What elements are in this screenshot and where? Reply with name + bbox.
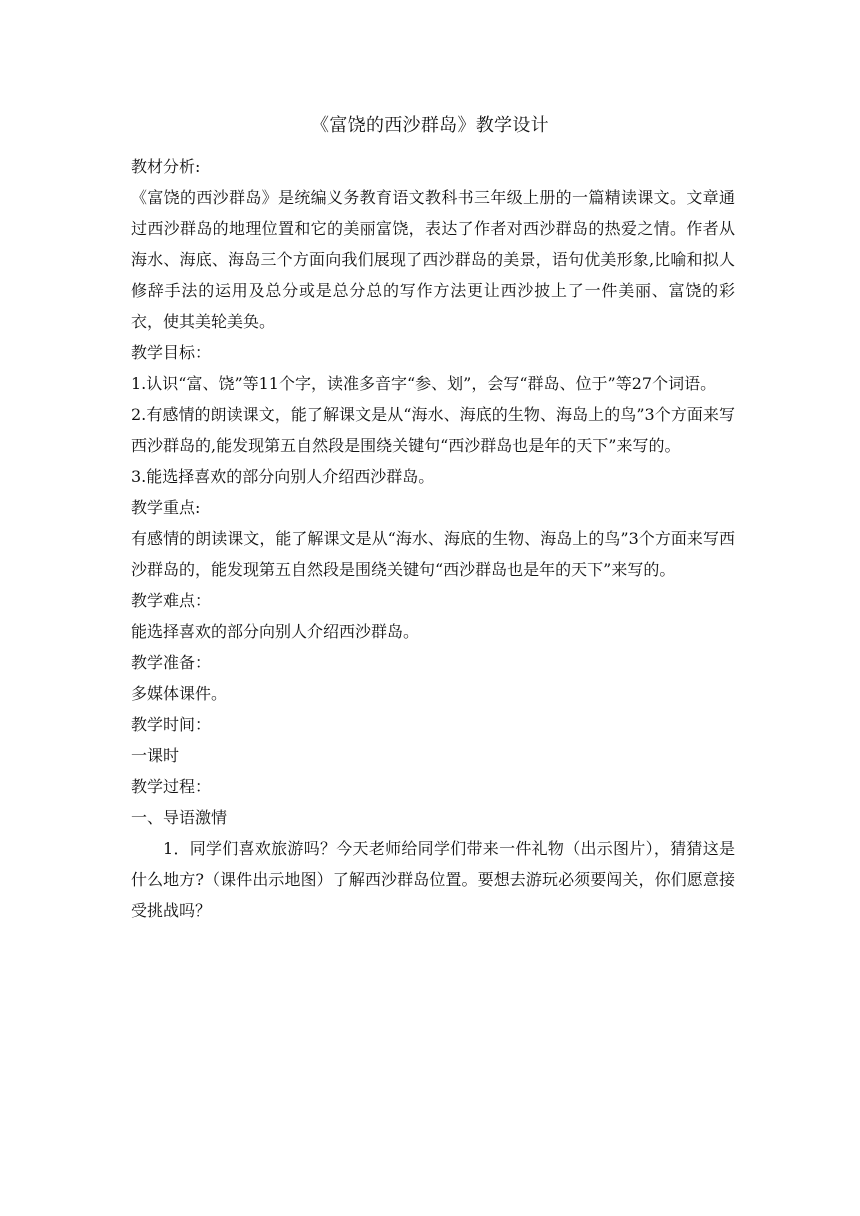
section-heading-process: 教学过程： bbox=[131, 777, 212, 796]
section-heading-preparation: 教学准备： bbox=[131, 653, 212, 672]
section-heading-difficulties: 教学难点： bbox=[131, 591, 212, 610]
process-step-1-text: 1．同学们喜欢旅游吗？今天老师给同学们带来一件礼物（出示图片），猜猜这是什么地方?（课件出示地图）了解西沙群岛位置。要想去游玩必须要闯关，你们愿意接受挑战吗？ bbox=[131, 839, 735, 920]
section-heading-key-points: 教学重点: bbox=[131, 498, 201, 517]
teaching-goal-3: 3.能选择喜欢的部分向别人介绍西沙群岛。 bbox=[131, 467, 435, 486]
difficulties-text: 能选择喜欢的部分向别人介绍西沙群岛。 bbox=[131, 622, 420, 641]
preparation-text: 多媒体课件。 bbox=[131, 684, 228, 703]
section-heading-teaching-goals: 教学目标： bbox=[131, 343, 212, 362]
teaching-goal-2: 2.有感情的朗读课文，能了解课文是从“海水、海底的生物、海岛上的鸟”3个方面来写西沙群岛的,能发现第五自然段是围绕关键句“西沙群岛也是年的天下”来写的。 bbox=[131, 405, 735, 455]
key-points-text: 有感情的朗读课文，能了解课文是从“海水、海底的生物、海岛上的鸟”3个方面来写西沙群岛的，能发现第五自然段是围绕关键句“西沙群岛也是年的天下”来写的。 bbox=[131, 529, 735, 579]
section-heading-material-analysis: 教材分析: bbox=[131, 157, 201, 176]
section-heading-time: 教学时间： bbox=[131, 715, 212, 734]
teaching-goal-1: 1.认识“富、饶”等11个字，读准多音字“参、划”，会写“群岛、位于”等27个词语。 bbox=[131, 374, 717, 393]
material-analysis-text: 《富饶的西沙群岛》是统编义务教育语文教科书三年级上册的一篇精读课文。文章通过西沙群岛的地理位置和它的美丽富饶，表达了作者对西沙群岛的热爱之情。作者从海水、海底、海岛三个方面向我们展现了西沙群岛的美景，语句优美形象,比喻和拟人修辞手法的运用及总分或是总分总的写作方法更让西沙披上了一件美丽、富饶的彩衣，使其美轮美奂。 bbox=[131, 188, 735, 331]
document-body bbox=[131, 151, 735, 926]
process-step-heading: 一、导语激情 bbox=[131, 808, 228, 827]
document-title: 《富饶的西沙群岛》教学设计 bbox=[311, 115, 549, 136]
time-text: 一课时 bbox=[131, 746, 180, 765]
